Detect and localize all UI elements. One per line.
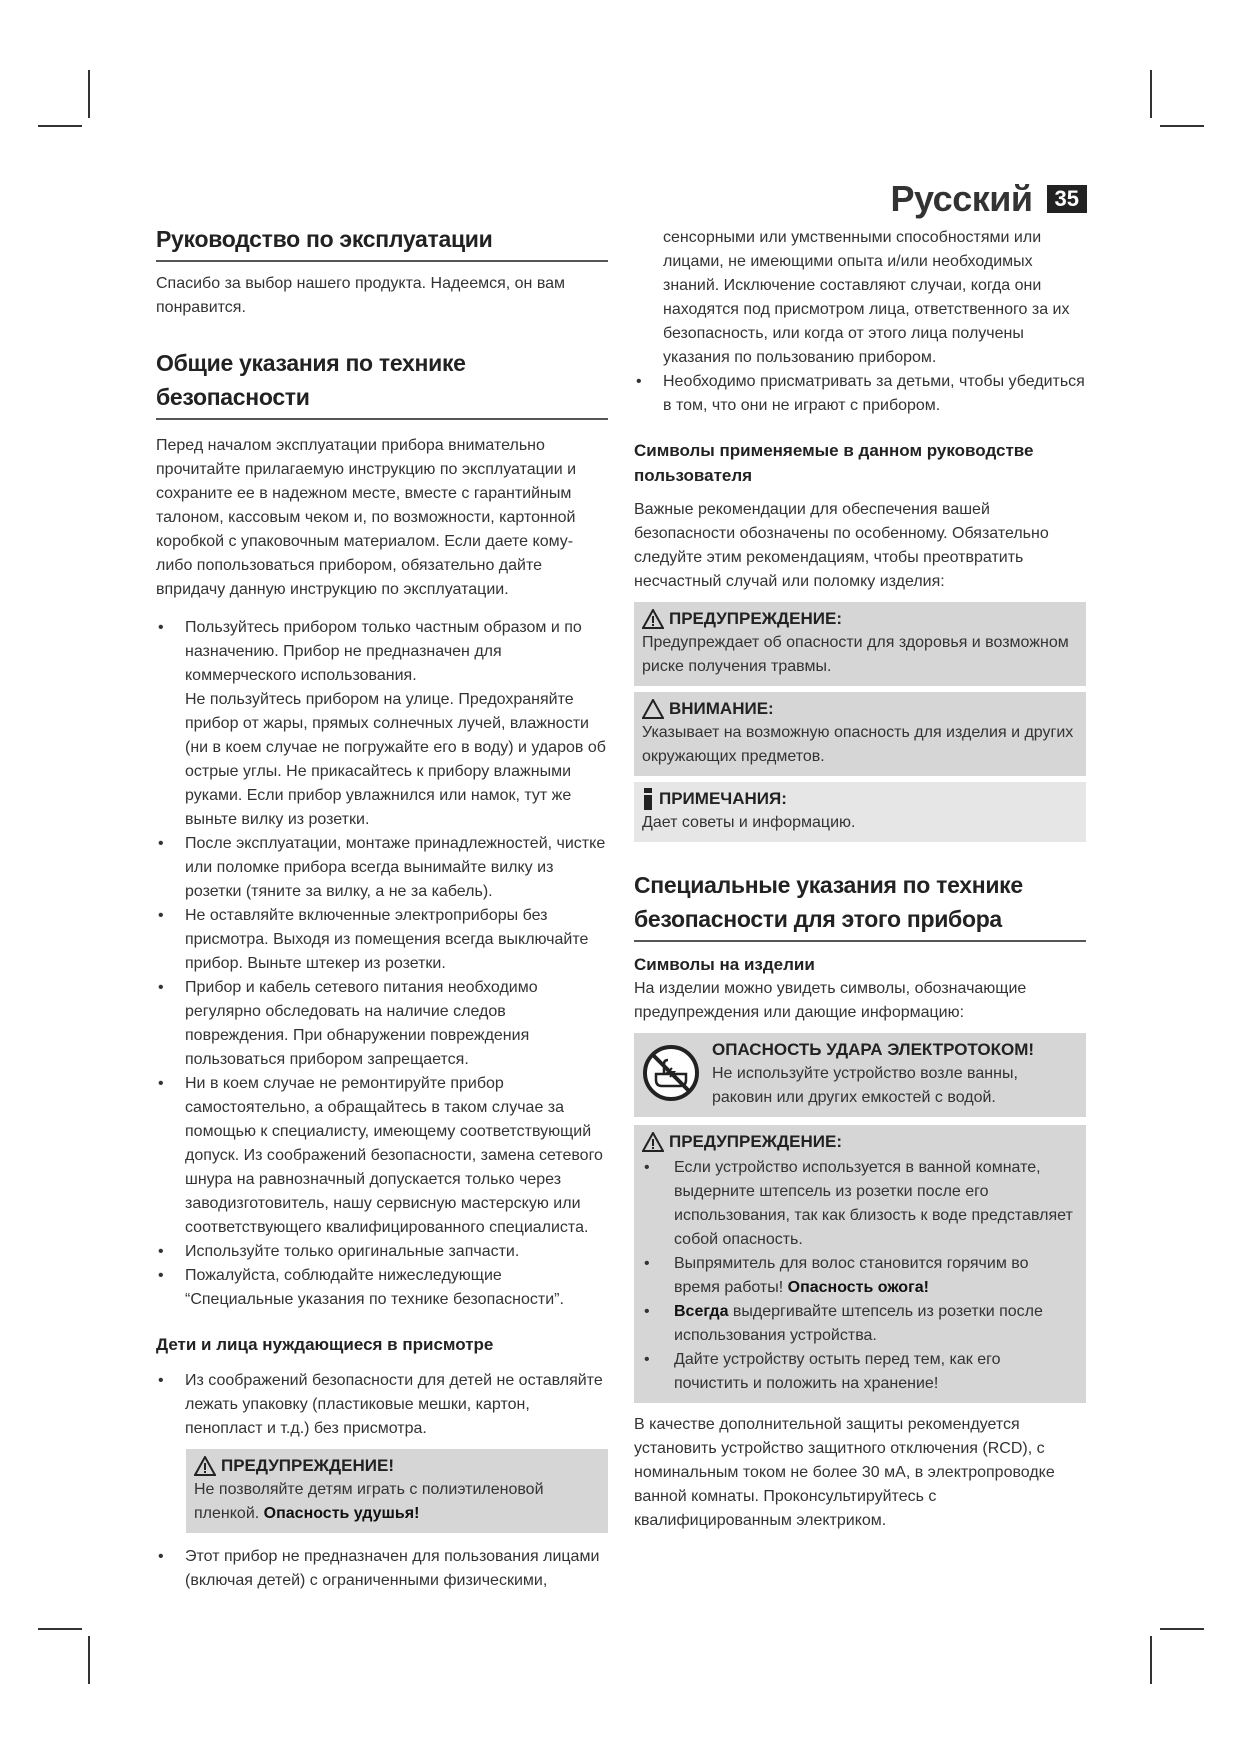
warning-text-bold: Опасность ожога! [787,1279,929,1296]
info-icon [642,788,654,810]
device-warning-title [642,1130,1078,1154]
caution-triangle-icon [642,699,664,719]
shock-warning-content [642,1038,1078,1110]
device-warning-label: ПРЕДУПРЕЖДЕНИЕ: [669,1132,842,1151]
list-item: • Из соображений безопасности для детей не оставляйте лежать упаковку (пластиковые мешки, картон, пенопласт и т.д.) без присмотра. [156,1369,608,1441]
thanks-text: Спасибо за выбор нашего продукта. Надеемся, он вам понравится. [156,275,566,316]
warning-box-device [634,1125,1086,1403]
shock-warning-text: Не используйте устройство возле ванны, раковин или других емкостей с водой. [712,1065,1018,1106]
page-header [891,178,1087,220]
list-item: Не пользуйтесь прибором на улице. Предохраняйте прибор от жары, прямых солнечных лучей, влажности (ни в коем случае не погружайте его в воду) и ударов об острые углы. Не прикасайтесь к прибору влажными руками. Если прибор увлажнился или намок, тут же выньте вилку из розетки. [185,691,606,828]
list-item: • Пожалуйста, соблюдайте нижеследующие “Специальные указания по технике безопасности”. [156,1264,608,1312]
left-column [156,222,608,1593]
product-symbols-text: На изделии можно увидеть символы, обозначающие предупреждения или дающие информацию: [634,980,1027,1021]
warning-title [194,1454,600,1478]
warning-text-bold: Опасность удушья! [263,1505,420,1522]
legend-warning-title [642,607,1078,631]
legend-box-caution [634,692,1086,776]
intro-text: Перед началом эксплуатации прибора внимательно прочитайте прилагаемую инструкцию по эксплуатации и сохраните ее в надежном месте, вместе с гарантийным талоном, кассовым чеком и, по возможности, картонной коробкой с упаковочным материалом. Если даете кому-либо попользоваться прибором, обязательно дайте впридачу данную инструкцию по эксплуатации. [156,437,577,598]
safety-list [156,616,608,1312]
crop-mark-tr-v [1150,70,1152,118]
warning-triangle-icon [642,609,664,629]
page-number: 35 [1047,185,1087,213]
list-item: • Используйте только оригинальные запчасти. [156,1240,608,1264]
heading-symbols: Символы применяемые в данном руководстве пользователя [634,441,1034,485]
list-item: • Необходимо присматривать за детьми, чтобы убедиться в том, что они не играют с прибором. [634,370,1086,418]
legend-box-warning [634,602,1086,686]
legend-notes-text: Дает советы и информацию. [642,814,856,831]
heading-manual: Руководство по эксплуатации [156,222,608,262]
warning-triangle-icon [642,1132,664,1152]
list-item: • Не оставляйте включенные электроприборы без присмотра. Выходя из помещения всегда выключайте прибор. Выньте штекер из розетки. [156,904,608,976]
children-list [156,1369,608,1441]
crop-mark-tr-h [1160,125,1204,127]
shock-warning-title: ОПАСНОСТЬ УДАРА ЭЛЕКТРОТОКОМ! [712,1040,1035,1059]
rcd-text: В качестве дополнительной защиты рекомендуется установить устройство защитного отключения (RCD), с номинальным током не более 30 мА, в электропроводке ванной комнаты. Проконсультируйтесь с квалифицированным электриком. [634,1416,1055,1529]
list-item [642,1300,1078,1348]
list-item: • Прибор и кабель сетевого питания необходимо регулярно обследовать на наличие следов повреждения. При обнаружении повреждения пользоваться прибором запрещается. [156,976,608,1072]
shock-warning-box [634,1033,1086,1117]
list-item: • Этот прибор не предназначен для пользования лицами (включая детей) с ограниченными физическими, [156,1545,608,1593]
crop-mark-br-v [1150,1636,1152,1684]
warning-title-label: ПРЕДУПРЕЖДЕНИЕ! [221,1456,394,1475]
warning-triangle-icon [194,1456,216,1476]
heading-general-safety: Общие указания по технике безопасности [156,346,608,420]
crop-mark-bl-h [38,1628,82,1630]
heading-children: Дети и лица нуждающиеся в присмотре [156,1335,494,1354]
list-item: • Дайте устройству остыть перед тем, как его почистить и положить на хранение! [642,1348,1078,1396]
crop-mark-bl-v [88,1636,90,1684]
crop-mark-tl-h [38,125,82,127]
legend-box-notes [634,782,1086,842]
crop-mark-tl-v [88,70,90,118]
warning-text-body: Не позволяйте детям играть с полиэтиленовой пленкой. [194,1481,544,1522]
symbols-text: Важные рекомендации для обеспечения вашей безопасности обозначены по особенному. Обязательно следуйте этим рекомендациям, чтобы преотвратить несчастный случай или поломку изделия: [634,501,1049,590]
language-title: Русский [890,178,1033,219]
warning-text-body: выдергивайте штепсель из розетки после использования устройства. [674,1303,1043,1344]
list-item: • После эксплуатации, монтаже принадлежностей, чистке или поломке прибора всегда вынимайте вилку из розетки (тяните за вилку, а не за кабель). [156,832,608,904]
warning-text-body: Выпрямитель для волос становится горячим во время работы! [674,1255,1029,1296]
heading-special-safety: Специальные указания по технике безопасности для этого прибора [634,868,1086,942]
children-list-2 [156,1545,608,1593]
list-item: • Ни в коем случае не ремонтируйте прибор самостоятельно, а обращайтесь в таком случае за помощью к специалисту, имеющему соответствующий допуск. Из соображений безопасности, замена сетевого шнура на равнозначный допускается только через заводизготовитель, нашу сервисную мастерскую или соответствующего квалифицированного специалиста. [156,1072,608,1240]
warning-box-suffocation [186,1449,608,1533]
legend-caution-title [642,697,1078,721]
list-item-continued: сенсорными или умственными способностями или лицами, не имеющими опыта и/или необходимых знаний. Исключение составляют случаи, когда они находятся под присмотром лица, ответственного за их безопасность, или когда от этого лица получены указания по пользованию прибором. [663,229,1070,366]
legend-caution-label: ВНИМАНИЕ: [669,699,774,718]
device-warning-list [642,1156,1078,1396]
warning-text-bold: Всегда [674,1303,729,1320]
list-item: • Пользуйтесь прибором только частным образом и по назначению. Прибор не предназначен для коммерческого использования. [156,616,608,688]
crop-mark-br-h [1160,1628,1204,1630]
legend-notes-label: ПРИМЕЧАНИЯ: [659,789,787,808]
continued-list [634,226,1086,418]
heading-product-symbols: Символы на изделии [634,955,815,974]
list-item: • Если устройство используется в ванной комнате, выдерните штепсель из розетки после его использования, так как близость к воде представляет собой опасность. [642,1156,1078,1252]
legend-warning-text: Предупреждает об опасности для здоровья и возможном риске получения травмы. [642,634,1069,675]
legend-notes-title [642,787,1078,811]
no-bathtub-icon [642,1044,700,1102]
right-column [634,226,1086,1533]
warning-text [194,1478,600,1526]
legend-caution-text: Указывает на возможную опасность для изделия и других окружающих предметов. [642,724,1074,765]
legend-warning-label: ПРЕДУПРЕЖДЕНИЕ: [669,609,842,628]
list-item [642,1252,1078,1300]
shock-warning-texts [712,1038,1078,1110]
